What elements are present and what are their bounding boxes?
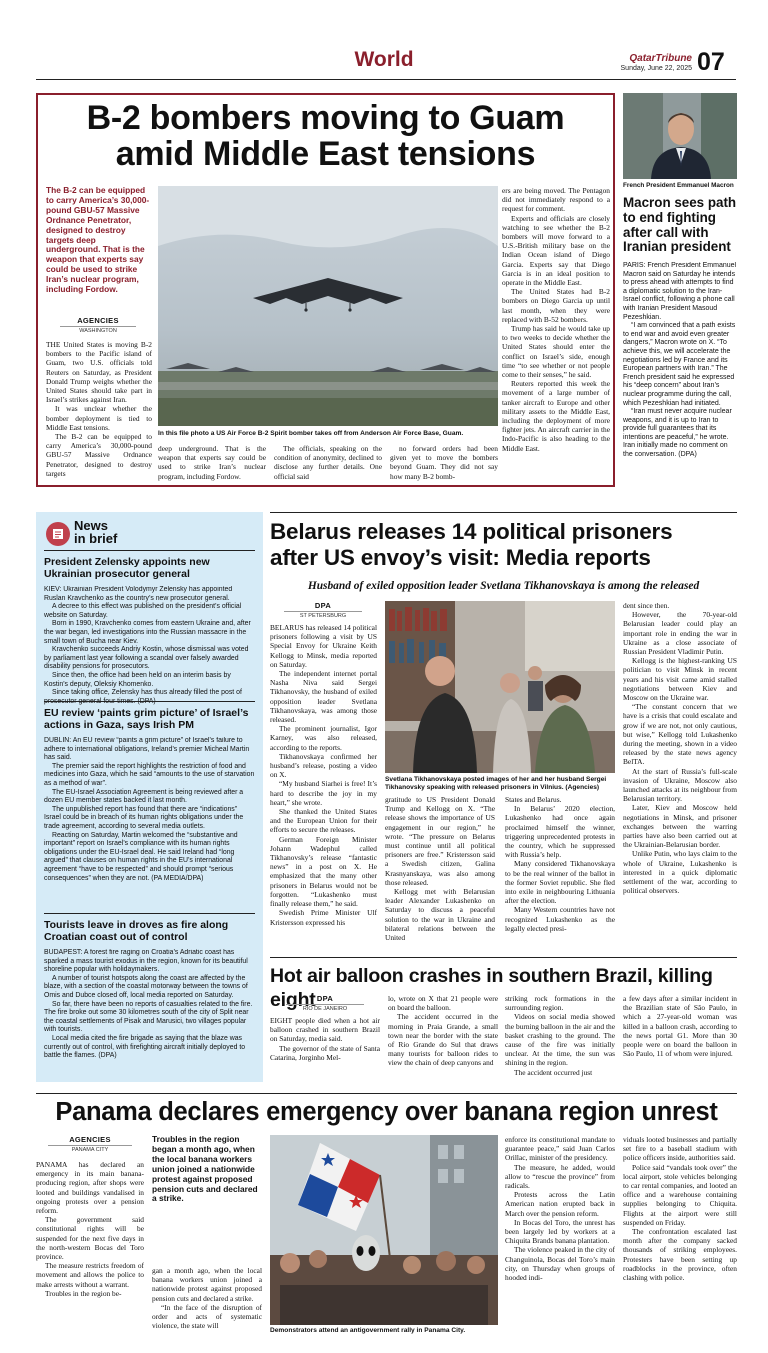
paragraph: The prominent journalist, Igor Karney, was also released, according to the reports. [270,724,377,752]
paragraph: It was unclear whether the bomber deployment is tied to Middle East tensions. [46,404,152,432]
balloon-column-1 [270,1016,380,1084]
paragraph: KIEV: Ukrainian President Volodymyr Zelensky has appointed Ruslan Kravchenko as the country’s new prosecutor general. [44,586,233,602]
macron-photo [623,93,737,179]
paragraph: The EU-Israel Association Agreement is being reviewed after a dozen EU member states backed it last month. [44,788,244,805]
b2-photo-caption: In this file photo a US Air Force B-2 Spirit bomber takes off from Anderson Air Force Base, Guam. [158,430,464,437]
paragraph: Reuters reported this week the movement of a large number of tanker aircraft to Europe and other military assets to the Middle East, including the deployment of more fighter jets. An aircraft carrier in the Indo-Pacific is also heading to the Middle East. [502,379,610,453]
news-in-brief-title-line2: in brief [74,531,118,546]
macron-headline: Macron sees path to end fighting after call with Iranian president [623,195,737,255]
nib-body [44,586,255,706]
paragraph: striking rock formations in the surrounding region. [505,994,615,1013]
paragraph: Kravchenko succeeds Andriy Kostin, whose dismissal was voted by parliament last year following a scandal over falsely awarded disability pensions for prosecutors. [44,646,249,671]
balloon-headline: Hot air balloon crashes in southern Brazil, killing eight [270,965,713,1011]
balloon-column-2 [388,994,498,1084]
paragraph: Police said “vandals took over” the local airport, stole vehicles belonging to car rental companies, and looted an office and a warehouse containing supplies belonging to Chiquita. Flights at the airport were still suspended on Friday. [623,1162,737,1227]
paragraph: Born in 1990, Kravchenko comes from eastern Ukraine and, after the war began, led investigations into the Russian massacre in the small town of Bucha near Kiev. [44,620,251,645]
paragraph: Unlike Putin, who lays claim to the whole of Ukraine, Lukashenko is interested in a quick diplomatic settlement of the war, according to political observers. [623,849,737,896]
paragraph: Trump has said he would take up to two weeks to decide whether the United States should enter the conflict on Israel’s side, enough time “to see whether or not people come to their senses,” he said. [502,324,610,380]
belarus-subhead: Husband of exiled opposition leader Svetlana Tikhanovskaya is among the released [307,580,700,592]
paragraph: However, the 70-year-old Belarusian leader could play an important role in ending the war in Ukraine as a close associate of Russian President Vladimir Putin. [623,610,737,657]
paragraph: A number of tourist hotspots along the coast are affected by the blaze, with a section of the coastal motorway between the towns of Omis and Dubce closed off, local media reported on Saturday. [44,974,248,999]
b2-headline-line2: amid Middle East tensions [115,135,536,173]
paragraph: EIGHT people died when a hot air balloon crashed in southern Brazil on Saturday, media said. [270,1016,380,1044]
paragraph: DUBLIN: An EU review “paints a grim picture” of Israel’s failure to adhere to international obligations, Ireland’s premier Micheal Martin has said. [44,737,250,762]
belarus-agency [284,601,362,619]
macron-body [623,262,737,492]
paragraph: Local media cited the fire brigade as saying that the blaze was currently out of control, with firefighting aircraft initially deployed to battle the flames. (DPA) [44,1034,246,1060]
paragraph: In Bocas del Toro, the unrest has been largely led by workers at a Chiquita Brands banana plantation. [505,1217,615,1246]
nib-divider [44,701,255,702]
nib-headline: EU review ‘paints grim picture’ of Israel’s actions in Gaza, says Irish PM [44,707,249,731]
belarus-column-1 [270,623,377,943]
panama-column-1 [36,1160,144,1340]
paragraph: The premier said the report highlights the restriction of food and medicines into Gaza, which he said “amounts to the use of starvation as a method of war”. [44,762,255,787]
paragraph: The accident occurred in the morning in Praia Grande, a small town near the border with the state of Rio Grande do Sul that draws many tourists for balloon rides to view the chain of deep canyons and [388,1012,498,1068]
panama-column-3 [505,1135,615,1342]
panama-column-2 [152,1266,262,1340]
nib-item-eu-review [44,707,255,883]
nib-body [44,737,255,883]
paragraph: She thanked the United States and the European Union for their efforts to secure the releases. [270,807,377,835]
panama-headline: Panama declares emergency over banana region unrest [55,1098,718,1126]
b2-column-2 [158,444,266,484]
belarus-column-4 [623,601,737,945]
b2-headline [40,100,611,172]
balloon-dateline: RIO DE JANEIRO [286,1004,364,1012]
newspaper-icon [46,522,70,546]
paragraph: The violence peaked in the city of Changuinola, Bocas del Toro’s main city, on Thursday when groups of hooded indi- [505,1245,615,1283]
paragraph: gan a month ago, when the local banana workers union joined a nationwide protest against proposed pension cuts and declared a strike. [152,1266,262,1303]
b2-headline-line1: B-2 bombers moving to Guam [86,99,565,137]
b2-column-4 [390,444,498,484]
belarus-column-3 [505,795,615,945]
panama-dateline: PANAMA CITY [48,1145,132,1153]
paragraph: Since taking office, Zelensky has thus already filled the post of [52,689,242,697]
page-number: 07 [697,48,725,76]
paragraph: BELARUS has released 14 political prisoners following a visit by US Special Envoy for Ukraine Keith Kellogg to Minsk, media reported on Saturday. [270,623,377,669]
paragraph: Since then, the office had been held on an interim basis by Kostin’s deputy, Oleksiy Khomenko. [44,671,231,688]
paragraph: The B-2 can be equipped to carry America’s 30,000-pound GBU-57 Massive Ordnance Penetrator, designed to destroy targets [46,432,152,478]
nib-divider [44,913,255,914]
paragraph: deep underground. That is the weapon that experts say could be used to strike Iran’s nuclear program, including Fordow. [158,444,266,481]
paragraph: German Foreign Minister Johann Wadephul called Tikhanovsky’s release “fantastic news” in a post on X. He emphasized that the many other prisoners in Belarus would not be forgotten. “Lukashenko must finally release them,” he said. [270,834,377,909]
nib-item-croatia-fire [44,919,255,1061]
paragraph: BUDAPEST: A forest fire raging on Croatia’s Adriatic coast has sparked a mass tourist exodus in the region, known for its beautiful shoreline popular with holidaymakers. [44,949,248,974]
paragraph: The officials, speaking on the condition of anonymity, declined to disclose any further details. One official said [274,444,382,481]
b2-agency-name: AGENCIES [77,316,119,325]
paragraph: “The constant concern that we have is a crisis that could escalate and grow if we are not, not only cautious, but wise,” Kellogg told Lukashenko during the meeting, shown in a video released by the state news agency BelTA. [623,702,737,767]
panama-photo-caption: Demonstrators attend an antigovernment rally in Panama City. [270,1327,466,1334]
paragraph: Troubles in the region be- [45,1288,122,1298]
b2-column-3 [274,444,382,484]
nib-headline: Tourists leave in droves as fire along Croatian coast out of control [44,919,229,943]
panama-agency-name: AGENCIES [69,1135,111,1144]
paragraph: Later, Kiev and Moscow held negotiations in Minsk, and prisoner exchanges between the warring parties have also been carried out at the Ukrainian-Belarusian border. [623,803,737,850]
belarus-agency-name: DPA [314,601,332,610]
nib-body [44,949,255,1061]
paragraph: “Iran must never acquire nuclear weapons, and it is up to Iran to provide full guarantees that its intentions are peaceful,” he wrote. Iran initially made no comment on the conversation. (DPA) [623,408,732,459]
belarus-headline [270,519,737,571]
paragraph: Protests across the Latin American nation erupted back in March over the pension reform. [505,1190,615,1218]
paragraph: Kellogg met with Belarusian leader Alexander Lukashenko on Saturday to discuss a peaceful solution to the war in Ukraine and bilateral relations between the United [385,887,495,943]
paragraph: viduals looted businesses and partially set fire to a baseball stadium with police officers inside, authorities said. [623,1135,737,1163]
paragraph: In Belarus’ 2020 election, Lukashenko had once again proclaimed himself the winner, triggering unprecedented protests in the country, which he suppressed with Russia’s help. [505,804,615,860]
paragraph: The United States had B-2 bombers on Diego Garcia up until last month, when they were replaced with B-52 bombers. [502,287,610,324]
paragraph: The measure, he added, would allow to “rescue the province” from radicals. [505,1162,615,1191]
nib-item-zelensky [44,556,255,706]
balloon-agency [286,994,364,1012]
belarus-column-2 [385,795,495,945]
paragraph: “I am convinced that a path exists to end war and avoid even greater dangers,” Macron wrote on X. “To achieve this, we will accelerate the negotiations led by France and its European partners with Iran.” The French president said he expressed his “deep concern” about Iran’s nuclear programme during the call, which Pezeshkian had initiated. [623,322,736,407]
paragraph: The government said constitutional rights will be suspended for the next five days in the north-western Bocas del Toro province. [36,1215,144,1262]
nib-rule [44,550,255,551]
paragraph: The confrontation escalated last month after the company sacked thousands of striking employees. Protesters have been setting up roadblocks in the province, often clashing with police. [623,1227,737,1283]
belarus-photo [385,601,615,773]
b2-agency [60,316,136,334]
belarus-photo-caption: Svetlana Tikhanovskaya posted images of her and her husband Sergei Tikhanovsky speaking with released prisoners in Vilnius. (Agencies) [385,776,607,791]
panama-pullquote: Troubles in the region began a month ago, when the local banana workers union joined a nationwide protest against proposed pension cuts and declared a strike. [152,1134,258,1204]
b2-column-1 [46,340,152,482]
paragraph: A decree to this effect was published on the president’s official website on Saturday. [44,603,242,619]
nib-headline: President Zelensky appoints new Ukrainian prosecutor general [44,556,210,580]
paragraph: enforce its constitutional mandate to guarantee peace,” said Juan Carlos Orillac, minister of the presidency. [505,1135,615,1163]
paragraph: dent since then. [623,601,670,610]
news-in-brief-icon [46,522,70,546]
macron-portrait-image [623,93,737,179]
panama-top-rule [36,1093,737,1094]
paragraph: PANAMA has declared an emergency in its main banana-producing region, after shops were looted and buildings vandalised in ongoing protests over a pension reform. [36,1160,144,1216]
panama-column-4 [623,1135,737,1342]
paragraph: lo, wrote on X that 21 people were on board the balloon. [388,994,498,1013]
panama-agency [48,1135,132,1153]
belarus-meeting-image [385,601,615,773]
belarus-headline-line1: Belarus releases 14 political prisoners [270,519,673,544]
balloon-agency-name: DPA [316,994,334,1003]
paragraph: So far, there have been no reports of casualties related to the fire. The fire broke out some 30 kilometres south of the city of Split near the coastal settlements of Pisak and Marusici, two villages popular with tourists. [44,1000,253,1034]
section-label: World [354,48,414,71]
header-rule [36,79,736,80]
balloon-top-rule [270,957,737,958]
belarus-headline-line2: after US envoy’s visit: Media reports [270,545,651,570]
paragraph: Tikhanovskaya confirmed her husband’s release, posting a video on X. [270,751,377,780]
paragraph: Experts and officials are closely watching to see whether the B-2 bombers will move forward to a U.S.-British military base on the Indian Ocean island of Diego Garcia. Experts say that Diego Garcia is in an ideal position to operate in the Middle East. [502,213,610,288]
panama-rally-image [270,1135,498,1325]
paragraph: The measure restricts freedom of movement and allows the police to make arrests without a warrant. [36,1261,144,1289]
paragraph: The independent internet portal Nasha Niva said Sergei Tikhanovsky, the husband of exiled opposition leader Svetlana Tikhanovskaya, was among those released. [270,669,377,725]
paragraph: Reacting on Saturday, Martin welcomed the “substantive and important” report on Israel’s compliance with its human rights obligations under the EU-Israel deal. He said Ireland had “long argued” that clauses on human rights in the EU’s international agreement “have to be respected” and should prompt “serious consequences” when they are not. (PA MEDIA/DPA) [44,831,238,882]
page-header [0,0,768,80]
paragraph: “My husband Siarhei is free! It’s hard to describe the joy in my heart,” she wrote. [270,779,377,807]
paragraph: Many considered Tikhanovskaya to be the real winner of the ballot in the former Soviet republic. She fled into exile in neighbouring Lithuania after the election. [505,859,615,906]
b2-pullquote: The B-2 can be equipped to carry America’s 30,000-pound GBU-57 Massive Ordnance Penetrator, designed to destroy targets deep underground. That is the weapon that experts say could be used to strike Iran’s nuclear program, including Fordow. [46,185,150,295]
belarus-top-rule [270,512,737,513]
b2-bomber-image [158,186,498,426]
paragraph: gratitude to US President Donald Trump and Kellogg on X. “The release shows the importance of US engagement in our region,” he wrote. “The pressure on Belarus must continue until all political prisoners are free.” Kristersson said a Swedish citizen, Galina Krasnyanskaya, was also among those released. [385,795,495,887]
panama-photo [270,1135,498,1325]
balloon-column-3 [505,994,615,1084]
paragraph: The governor of the state of Santa Catarina, Jorginho Mel- [270,1043,380,1062]
paragraph: The unpublished report has found that there are “indications” Israel could be in breach of its human rights obligations under the trade agreement, according to several media outlets. [44,805,244,830]
paragraph: Kellogg is the highest-ranking US politician to visit Minsk in recent years and his visit came amid stalled negotiations between Kiev and Moscow on the Ukraine war. [623,656,737,703]
paragraph: no forward orders had been given yet to move the bombers beyond Guam. They did not say how many B-2 bomb- [390,444,498,481]
b2-photo [158,186,498,426]
paragraph: Many Western countries have not recognized Lukashenko as the legally elected presi- [505,905,615,933]
paragraph: Swedish Prime Minister Ulf Kristersson expressed his [270,908,377,927]
news-in-brief-title [74,519,174,545]
news-in-brief-title-line1: News [74,518,108,533]
paragraph: THE United States is moving B-2 bombers to the Pacific island of Guam, two U.S. officials told Reuters on Saturday, as President Donald Trump weighs whether the United States should take part in Israel’s strikes against Iran. [46,340,152,405]
paragraph: States and Belarus. [505,795,562,804]
paragraph: “In the face of the disruption of order and acts of systematic violence, the state will [152,1302,262,1331]
paragraph: At the start of Russia’s full-scale invasion of Ukraine, Moscow also launched attacks at its neighbour from Belarusian territory. [623,766,737,804]
b2-dateline: WASHINGTON [60,326,136,334]
paragraph: PARIS: French President Emmanuel Macron said on Saturday he intends to press ahead with attempts to find a diplomatic solution to the Iran-Israel conflict, following a phone call with Iranian President Masoud Pezeshkian. [623,262,737,321]
paragraph: Videos on social media showed the burning balloon in the air and the basket crashing to the ground. The cause of the fire was initially unclear. At the time, the sun was shining in the region. [505,1012,615,1068]
paragraph: a few days after a similar incident in the Brazilian state of São Paulo, in which a 27-year-old woman was killed in a balloon crash, according to the news portal G1. More than 30 people were on board the balloon in São Paulo, 11 of whom were injured. [623,994,737,1059]
brand-logo: QatarTribune [629,53,692,64]
issue-date: Sunday, June 22, 2025 [620,65,692,72]
belarus-dateline: ST PETERSBURG [284,611,362,619]
paragraph: The accident occurred just [514,1067,593,1077]
balloon-column-4 [623,994,737,1084]
b2-column-5 [502,186,610,482]
macron-photo-caption: French President Emmanuel Macron [623,182,734,189]
paragraph: ers are being moved. The Pentagon did not immediately respond to a request for comment. [502,186,610,214]
